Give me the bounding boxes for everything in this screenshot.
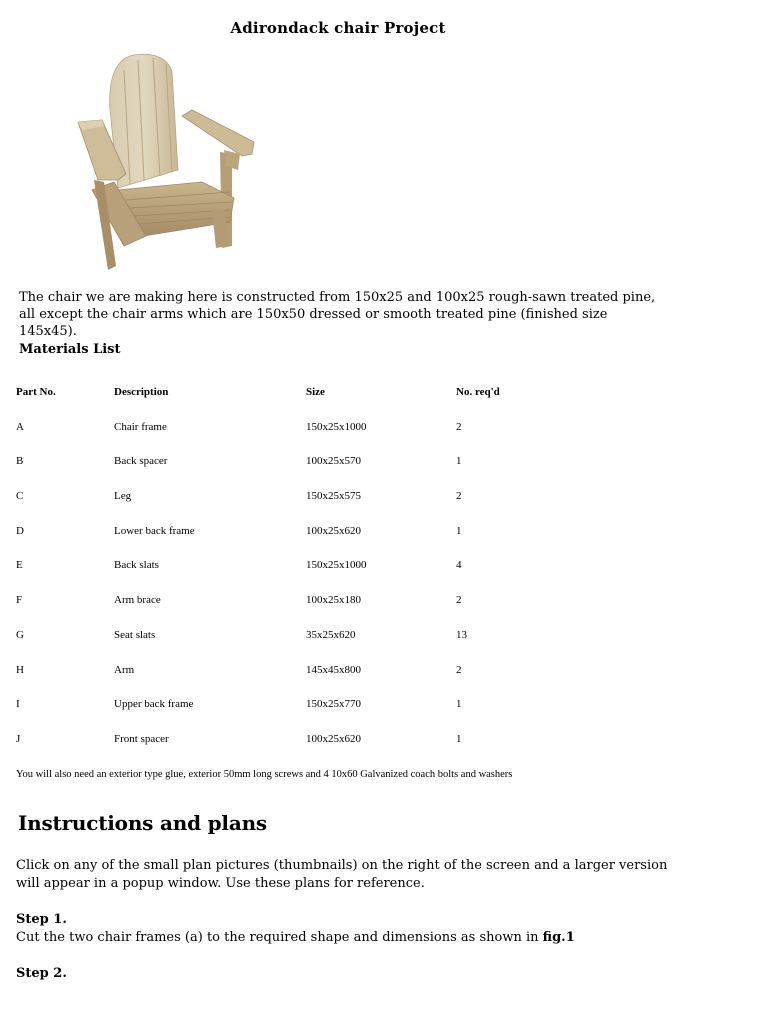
description-cell: Upper back frame: [114, 698, 194, 711]
size-cell: 100x25x180: [306, 594, 361, 607]
materials-note: You will also need an exterior type glue, exterior 50mm long screws and 4 10x60 Galvanized coach bolts and washers: [16, 769, 513, 780]
size-cell: 150x25x1000: [306, 559, 367, 572]
step-1-text: Cut the two chair frames (a) to the required shape and dimensions as shown in: [16, 930, 543, 945]
part-no-cell: G: [16, 628, 24, 641]
size-cell: 100x25x570: [306, 455, 361, 468]
description-cell: Front spacer: [114, 732, 169, 745]
description-cell: Back slats: [114, 559, 159, 572]
size-cell: 150x25x575: [306, 490, 361, 503]
description-cell: Seat slats: [114, 628, 156, 641]
adirondack-chair-image: [74, 50, 264, 272]
column-header-part-no: Part No.: [16, 386, 56, 398]
step-2: [16, 965, 676, 983]
instructions-intro: Click on any of the small plan pictures (thumbnails) on the right of the screen and a larger version will appear in a popup window. Use these plans for reference.: [16, 858, 668, 891]
quantity-cell: 1: [456, 455, 462, 468]
quantity-cell: 2: [456, 663, 462, 676]
part-no-cell: H: [16, 663, 24, 676]
part-no-cell: J: [16, 732, 21, 745]
step-1-label: Step 1.: [16, 912, 67, 927]
quantity-cell: 2: [456, 420, 462, 433]
part-no-cell: D: [16, 524, 24, 537]
column-header-description: Description: [114, 386, 169, 398]
column-header-size: Size: [306, 386, 325, 398]
quantity-cell: 2: [456, 594, 462, 607]
description-cell: Chair frame: [114, 420, 167, 433]
size-cell: 150x25x770: [306, 698, 361, 711]
step-2-label: Step 2.: [16, 966, 67, 981]
intro-paragraph: The chair we are making here is constructed from 150x25 and 100x25 rough-sawn treated pine, all except the chair arms which are 150x50 dressed or smooth treated pine (finished size 145x45).: [19, 290, 656, 339]
size-cell: 150x25x1000: [306, 420, 367, 433]
part-no-cell: A: [16, 420, 24, 433]
description-cell: Arm brace: [114, 594, 161, 607]
description-cell: Arm: [114, 663, 135, 676]
part-no-cell: B: [16, 455, 24, 468]
description-cell: Lower back frame: [114, 524, 195, 537]
materials-heading: Materials List: [19, 342, 121, 357]
description-cell: Back spacer: [114, 455, 168, 468]
step-1: [16, 911, 676, 947]
quantity-cell: 1: [456, 698, 462, 711]
part-no-cell: E: [16, 559, 23, 572]
quantity-cell: 13: [456, 628, 467, 641]
size-cell: 35x25x620: [306, 628, 356, 641]
instructions-heading: Instructions and plans: [18, 811, 267, 835]
size-cell: 100x25x620: [306, 732, 361, 745]
column-header-no-reqd: No. req'd: [456, 386, 500, 398]
size-cell: 100x25x620: [306, 524, 361, 537]
quantity-cell: 4: [456, 559, 462, 572]
quantity-cell: 1: [456, 732, 462, 745]
part-no-cell: F: [16, 594, 23, 607]
description-cell: Leg: [114, 490, 132, 503]
page-title: Adirondack chair Project: [230, 19, 446, 37]
size-cell: 145x45x800: [306, 663, 361, 676]
part-no-cell: C: [16, 490, 24, 503]
quantity-cell: 2: [456, 490, 462, 503]
part-no-cell: I: [16, 698, 20, 711]
quantity-cell: 1: [456, 524, 462, 537]
fig-1-reference: fig.1: [542, 930, 575, 945]
